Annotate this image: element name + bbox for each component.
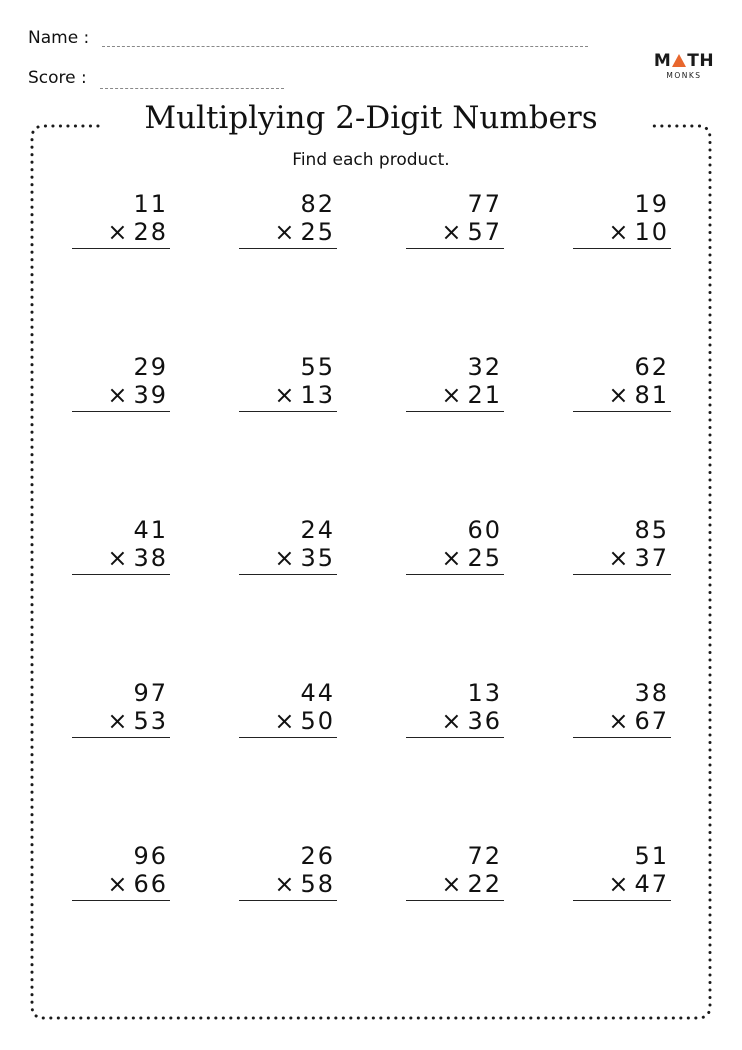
problem-10 [239, 516, 337, 575]
multiplier-line [72, 544, 170, 572]
multiplier: 21 [467, 381, 502, 409]
multiplier-line [406, 707, 504, 735]
multiplier-line [573, 707, 671, 735]
times-sign: × [274, 218, 297, 246]
multiplier: 28 [133, 218, 168, 246]
multiplicand: 82 [300, 190, 335, 218]
problem-2 [239, 190, 337, 249]
answer-line[interactable] [406, 248, 504, 249]
multiplicand: 62 [634, 353, 669, 381]
answer-line[interactable] [239, 411, 337, 412]
problem-15 [406, 679, 504, 738]
score-label: Score : [28, 68, 87, 88]
problem-14 [239, 679, 337, 738]
times-sign: × [441, 707, 464, 735]
times-sign: × [441, 218, 464, 246]
multiplier: 47 [634, 870, 669, 898]
multiplier-line [406, 544, 504, 572]
problem-20 [573, 842, 671, 901]
title-text: Multiplying 2-Digit Numbers [130, 100, 611, 136]
multiplier: 67 [634, 707, 669, 735]
multiplicand: 11 [133, 190, 168, 218]
answer-line[interactable] [239, 737, 337, 738]
multiplier-line [406, 870, 504, 898]
times-sign: × [441, 870, 464, 898]
multiplier: 81 [634, 381, 669, 409]
problem-5 [72, 353, 170, 412]
times-sign: × [608, 381, 631, 409]
multiplier-line [239, 381, 337, 409]
problem-8 [573, 353, 671, 412]
multiplicand: 97 [133, 679, 168, 707]
name-label: Name : [28, 28, 90, 48]
worksheet-title [0, 100, 742, 136]
problem-19 [406, 842, 504, 901]
answer-line[interactable] [239, 574, 337, 575]
times-sign: × [107, 218, 130, 246]
answer-line[interactable] [72, 411, 170, 412]
multiplier: 58 [300, 870, 335, 898]
problem-9 [72, 516, 170, 575]
answer-line[interactable] [406, 737, 504, 738]
multiplicand: 60 [467, 516, 502, 544]
answer-line[interactable] [573, 737, 671, 738]
multiplicand: 24 [300, 516, 335, 544]
multiplier-line [239, 544, 337, 572]
answer-line[interactable] [72, 248, 170, 249]
multiplicand: 29 [133, 353, 168, 381]
math-monks-logo [652, 52, 716, 80]
times-sign: × [274, 381, 297, 409]
times-sign: × [608, 870, 631, 898]
answer-line[interactable] [239, 248, 337, 249]
times-sign: × [274, 707, 297, 735]
multiplier: 25 [300, 218, 335, 246]
answer-line[interactable] [573, 574, 671, 575]
multiplier-line [72, 381, 170, 409]
problem-6 [239, 353, 337, 412]
multiplier: 36 [467, 707, 502, 735]
problem-16 [573, 679, 671, 738]
multiplier-line [72, 218, 170, 246]
multiplicand: 44 [300, 679, 335, 707]
answer-line[interactable] [239, 900, 337, 901]
multiplicand: 19 [634, 190, 669, 218]
logo-word-right: TH [687, 51, 715, 71]
multiplier: 53 [133, 707, 168, 735]
times-sign: × [441, 381, 464, 409]
answer-line[interactable] [72, 900, 170, 901]
multiplier: 66 [133, 870, 168, 898]
multiplicand: 96 [133, 842, 168, 870]
answer-line[interactable] [406, 411, 504, 412]
answer-line[interactable] [406, 900, 504, 901]
problem-13 [72, 679, 170, 738]
problem-7 [406, 353, 504, 412]
multiplier-line [573, 381, 671, 409]
times-sign: × [107, 870, 130, 898]
multiplier: 38 [133, 544, 168, 572]
problem-17 [72, 842, 170, 901]
multiplier: 22 [467, 870, 502, 898]
triangle-icon [672, 54, 686, 67]
answer-line[interactable] [573, 248, 671, 249]
logo-wordmark [652, 52, 716, 70]
multiplicand: 51 [634, 842, 669, 870]
multiplier-line [72, 870, 170, 898]
score-field-line[interactable] [100, 88, 284, 89]
multiplier: 37 [634, 544, 669, 572]
multiplicand: 26 [300, 842, 335, 870]
name-field-line[interactable] [102, 46, 588, 47]
problem-4 [573, 190, 671, 249]
times-sign: × [107, 544, 130, 572]
multiplicand: 41 [133, 516, 168, 544]
multiplier-line [406, 218, 504, 246]
answer-line[interactable] [406, 574, 504, 575]
multiplicand: 55 [300, 353, 335, 381]
multiplier: 39 [133, 381, 168, 409]
multiplier-line [573, 870, 671, 898]
problem-3 [406, 190, 504, 249]
multiplicand: 38 [634, 679, 669, 707]
problem-18 [239, 842, 337, 901]
multiplier-line [239, 870, 337, 898]
multiplier-line [573, 218, 671, 246]
multiplicand: 72 [467, 842, 502, 870]
multiplier-line [573, 544, 671, 572]
times-sign: × [608, 544, 631, 572]
multiplicand: 85 [634, 516, 669, 544]
multiplier: 13 [300, 381, 335, 409]
logo-subtitle: MONKS [666, 71, 702, 80]
answer-line[interactable] [72, 737, 170, 738]
multiplicand: 32 [467, 353, 502, 381]
multiplier-line [72, 707, 170, 735]
answer-line[interactable] [573, 900, 671, 901]
problem-12 [573, 516, 671, 575]
times-sign: × [608, 218, 631, 246]
multiplier-line [406, 381, 504, 409]
multiplier: 50 [300, 707, 335, 735]
times-sign: × [441, 544, 464, 572]
problem-1 [72, 190, 170, 249]
multiplicand: 77 [467, 190, 502, 218]
times-sign: × [274, 870, 297, 898]
times-sign: × [107, 707, 130, 735]
answer-line[interactable] [72, 574, 170, 575]
times-sign: × [608, 707, 631, 735]
instructions: Find each product. [292, 150, 450, 170]
multiplier: 25 [467, 544, 502, 572]
multiplier: 57 [467, 218, 502, 246]
times-sign: × [107, 381, 130, 409]
logo-word-left: M [653, 51, 672, 71]
multiplicand: 13 [467, 679, 502, 707]
times-sign: × [274, 544, 297, 572]
problem-11 [406, 516, 504, 575]
multiplier: 35 [300, 544, 335, 572]
multiplier: 10 [634, 218, 669, 246]
multiplier-line [239, 218, 337, 246]
multiplier-line [239, 707, 337, 735]
answer-line[interactable] [573, 411, 671, 412]
